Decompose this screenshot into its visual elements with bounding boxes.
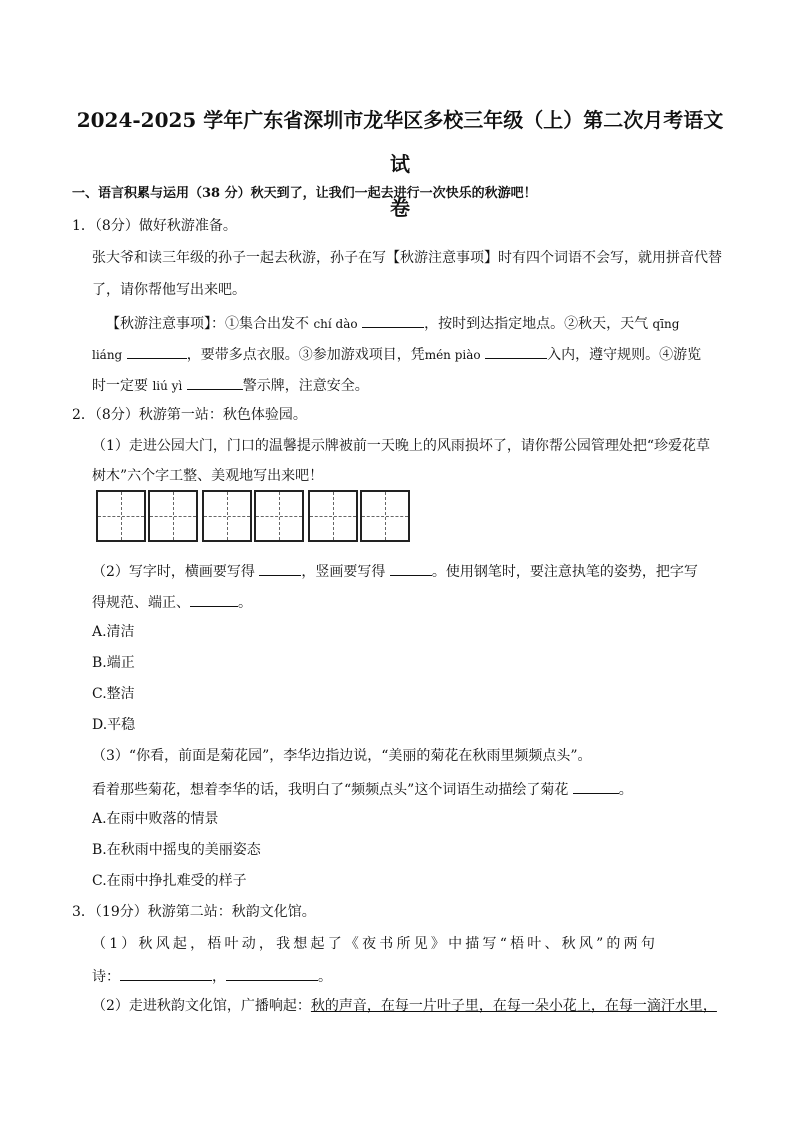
writing-cell[interactable]: [148, 490, 198, 542]
option-a[interactable]: A.在雨中败落的情景: [92, 811, 219, 827]
answer-blank-poem-2[interactable]: [226, 965, 318, 981]
q3-part1-line-1: （1）秋风起，梧叶动，我想起了《夜书所见》中描写“梧叶、秋风”的两句: [92, 936, 659, 952]
q2-part2-line-2: [92, 591, 252, 613]
q3-part1-text: 诗：: [92, 969, 120, 985]
writing-cell[interactable]: [96, 490, 146, 542]
q2-part1-line-1: （1）走进公园大门，门口的温馨提示牌被前一天晚上的风雨损坏了，请你帮公园管理处把“珍爱花草: [92, 438, 711, 454]
q1-notice-text: 【秋游注意事项】：①集合出发不: [106, 316, 309, 332]
section-heading: 一、语言积累与运用（38 分）秋天到了，让我们一起去进行一次快乐的秋游吧！: [72, 186, 537, 201]
q2-part2-text: 。: [238, 595, 252, 611]
q2-part2-line-1: [92, 560, 698, 582]
title-line-1: 2024-2025 学年广东省深圳市龙华区多校三年级（上）第二次月考语文试: [76, 108, 724, 176]
document-title: [70, 98, 730, 230]
writing-cell[interactable]: [254, 490, 304, 542]
option-c[interactable]: C.在雨中挣扎难受的样子: [92, 873, 247, 889]
q1-notice-line-3: [92, 374, 369, 396]
q3-part2-underlined-text: 秋的声音，在每一片叶子里，在每一朵小花上，在每一滴汗水里，: [310, 998, 717, 1014]
writing-cell[interactable]: [360, 490, 410, 542]
q2-part1-line-2: 树木”六个字工整、美观地写出来吧！: [92, 468, 324, 484]
pinyin-liuyi: liú yì: [152, 379, 183, 393]
q1-notice-line-1: [106, 312, 679, 334]
option-b[interactable]: B.在秋雨中摇曳的美丽姿态: [92, 842, 261, 858]
q2-part3-line-2: [92, 778, 633, 800]
q3-part1-line-2: [92, 965, 332, 987]
writing-cell[interactable]: [202, 490, 252, 542]
q1-intro-2: 了，请你帮他写出来吧。: [92, 282, 246, 298]
writing-grid: [96, 490, 412, 546]
option-c[interactable]: C.整洁: [92, 686, 135, 702]
q2-heading: 2．（8分）秋游第一站：秋色体验园。: [72, 407, 307, 423]
q2-part2-text: 。使用钢笔时，要注意执笔的姿势，把字写: [431, 564, 698, 580]
answer-blank-3[interactable]: [485, 343, 547, 359]
answer-blank-heng[interactable]: [259, 560, 301, 576]
q1-notice-text: ，要带多点衣服。③参加游戏项目，凭: [186, 347, 425, 363]
q1-heading: 1．（8分）做好秋游准备。: [72, 218, 237, 234]
answer-blank-2[interactable]: [127, 343, 187, 359]
q2-part2-text: （2）写字时，横画要写得: [92, 564, 255, 580]
q1-notice-text: 警示牌，注意安全。: [242, 378, 369, 394]
pinyin-chidao: chí dào: [313, 317, 358, 331]
q2-part3-line-1: （3）“你看，前面是菊花园”，李华边指边说，“美丽的菊花在秋雨里频频点头”。: [92, 748, 592, 764]
q2-part3-text: 看着那些菊花，想着李华的话，我明白了“频频点头”这个词语生动描绘了菊花: [92, 782, 569, 798]
q1-notice-text: 时一定要: [92, 378, 148, 394]
q1-notice-line-2: [92, 343, 701, 365]
q3-part1-text: 。: [318, 969, 332, 985]
q2-part2-text: 得规范、端正、: [92, 595, 190, 611]
q3-part2-line-1: [92, 996, 717, 1016]
pinyin-qingliang-part1: qīng: [652, 317, 680, 331]
q1-notice-text: ，按时到达指定地点。②秋天，天气: [424, 316, 649, 332]
answer-blank-4[interactable]: [187, 374, 243, 390]
pinyin-qingliang-part2: liáng: [92, 348, 123, 362]
q1-intro-1: 张大爷和读三年级的孙子一起去秋游，孙子在写【秋游注意事项】时有四个词语不会写，就用拼音代替: [92, 250, 722, 266]
answer-blank-1[interactable]: [362, 312, 424, 328]
writing-cell[interactable]: [308, 490, 358, 542]
q2-part3-text: 。: [618, 782, 633, 798]
answer-blank-shu[interactable]: [390, 560, 432, 576]
option-b[interactable]: B.端正: [92, 655, 135, 671]
answer-blank-chrysanthemum[interactable]: [573, 778, 619, 794]
q3-part1-text: ，: [212, 969, 226, 985]
title-line-2: 卷: [390, 196, 410, 220]
q3-heading: 3．（19分）秋游第二站：秋韵文化馆。: [72, 904, 316, 920]
pinyin-menpiao: mén piào: [424, 348, 481, 362]
option-d[interactable]: D.平稳: [92, 717, 136, 733]
answer-blank-poem-1[interactable]: [120, 965, 212, 981]
q3-part2-text: （2）走进秋韵文化馆，广播响起：: [92, 998, 311, 1014]
q2-part2-text: ，竖画要写得: [301, 564, 386, 580]
option-a[interactable]: A.清洁: [92, 624, 135, 640]
q1-notice-text: 入内，遵守规则。④游览: [547, 347, 702, 363]
answer-blank-posture[interactable]: [190, 591, 238, 607]
